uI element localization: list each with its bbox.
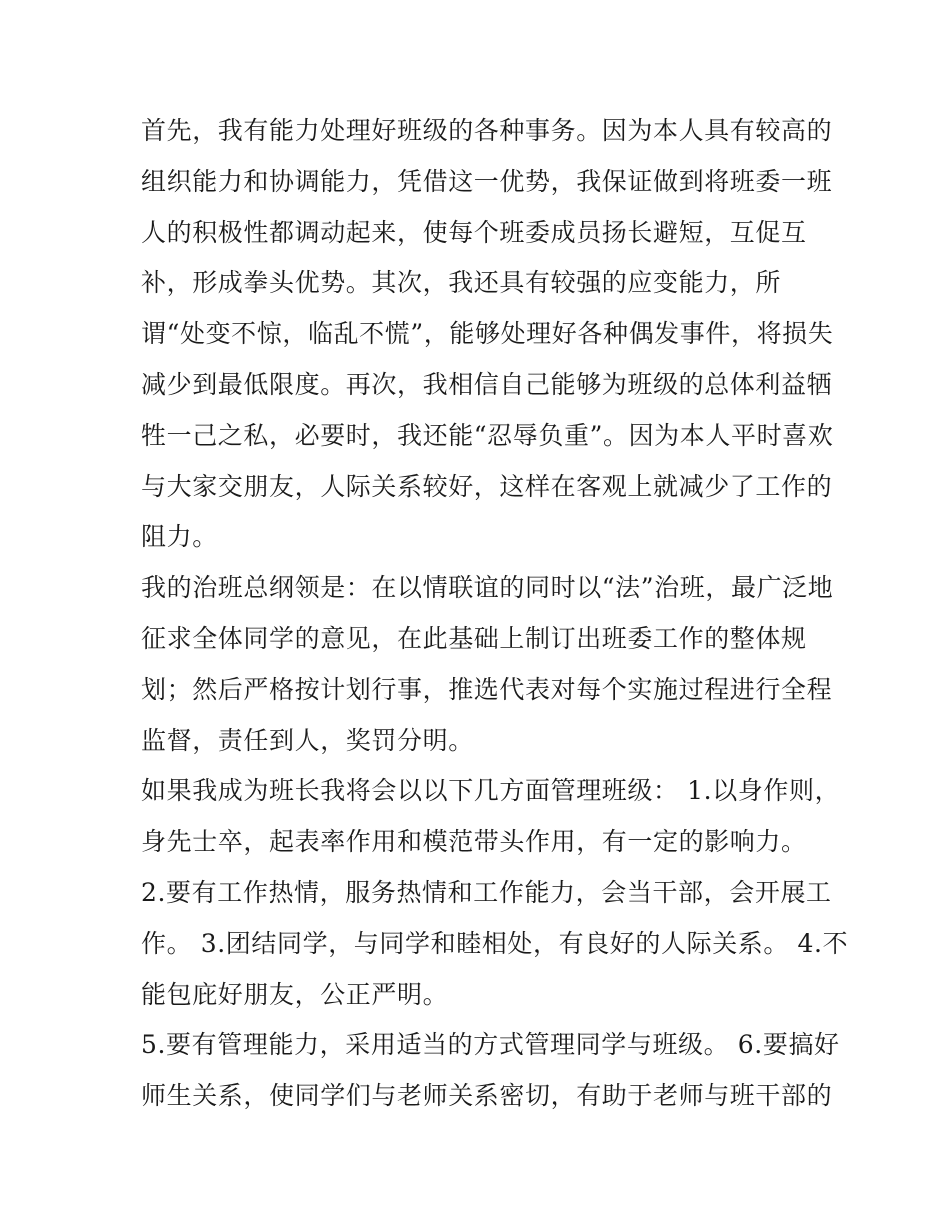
text-line: 补，形成拳头优势。其次，我还具有较强的应变能力，所 (141, 268, 782, 298)
text-line: 师生关系，使同学们与老师关系密切，有助于老师与班干部的 (141, 1081, 833, 1111)
text-line: 监督，责任到人，奖罚分明。 (141, 725, 474, 755)
text-line: 减少到最低限度。再次，我相信自己能够为班级的总体利益牺 (141, 369, 833, 399)
text-line: 2.要有工作热情，服务热情和工作能力，会当干部，会开展工 (141, 877, 832, 907)
text-line: 首先，我有能力处理好班级的各种事务。因为本人具有较高的 (141, 116, 833, 145)
text-line: 划；然后严格按计划行事，推选代表对每个实施过程进行全程 (141, 674, 833, 704)
text-line: 与大家交朋友，人际关系较好，这样在客观上就减少了工作的 (141, 471, 833, 501)
text-line: 征求全体同学的意见，在此基础上制订出班委工作的整体规 (141, 623, 807, 653)
text-line: 我的治班总纲领是：在以情联谊的同时以“法”治班，最广泛地 (141, 573, 834, 603)
text-line: 牲一己之私，必要时，我还能“忍辱负重”。因为本人平时喜欢 (141, 420, 834, 450)
text-line: 阻力。 (141, 522, 218, 552)
text-line: 谓“处变不惊，临乱不慌”，能够处理好各种偶发事件，将损失 (141, 319, 834, 349)
text-line: 人的积极性都调动起来，使每个班委成员扬长避短，互促互 (141, 217, 807, 247)
text-line: 身先士卒，起表率作用和模范带头作用，有一定的影响力。 (141, 827, 807, 857)
text-line: 作。 3.团结同学，与同学和睦相处，有良好的人际关系。 4.不 (141, 928, 849, 958)
body-text (141, 106, 849, 1122)
text-line: 如果我成为班长我将会以以下几方面管理班级： 1.以身作则， (141, 776, 841, 806)
text-line: 组织能力和协调能力，凭借这一优势，我保证做到将班委一班 (141, 166, 833, 196)
text-line: 能包庇好朋友，公正严明。 (141, 979, 449, 1009)
text-line: 5.要有管理能力，采用适当的方式管理同学与班级。 6.要搞好 (141, 1030, 840, 1060)
